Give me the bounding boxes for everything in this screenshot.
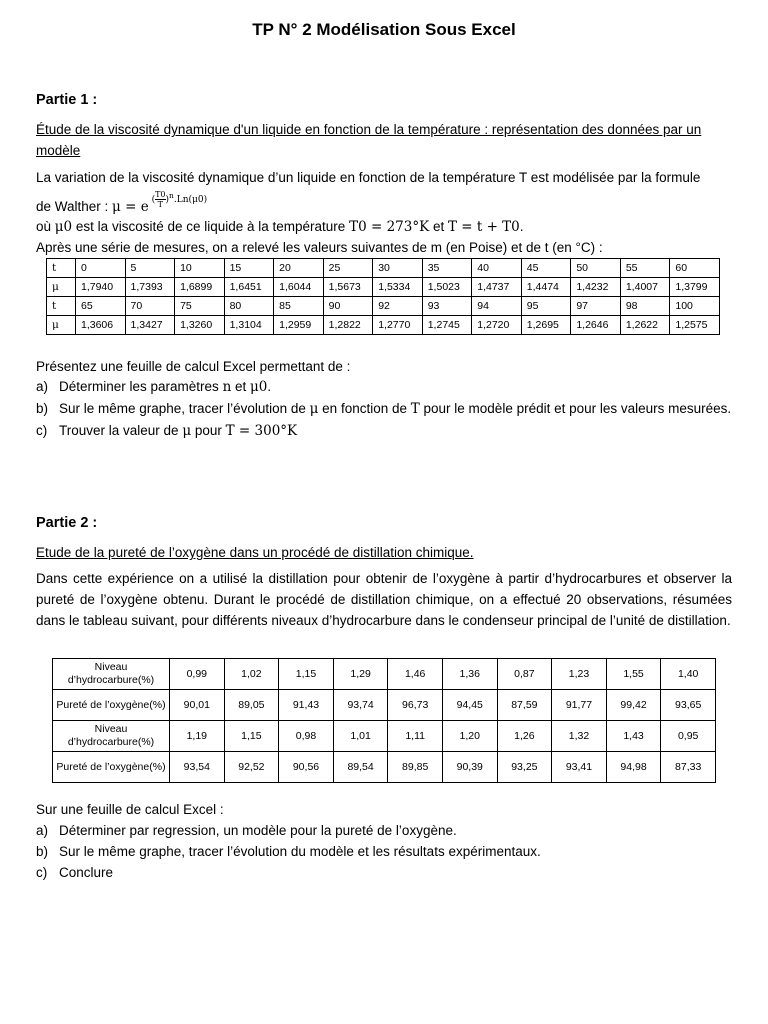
- table-cell: 1,5673: [323, 278, 373, 297]
- table-cell: 1,3427: [125, 316, 175, 335]
- table-cell: 1,40: [661, 659, 716, 690]
- table-cell: 1,20: [442, 721, 497, 752]
- table-cell: 100: [670, 297, 720, 316]
- task-item: b) Sur le même graphe, tracer l’évolution de μ en fonction de T pour le modèle prédit et pour les valeurs mesurées.: [36, 401, 732, 417]
- table-cell: 96,73: [388, 690, 443, 721]
- viscosity-table: [46, 258, 720, 335]
- mu0-symbol: μ0: [54, 219, 73, 235]
- row-label: Pureté de l’oxygène(%): [53, 690, 170, 721]
- table-cell: 1,2646: [571, 316, 621, 335]
- table-cell: 87,33: [661, 752, 716, 783]
- table-cell: 93,54: [170, 752, 225, 783]
- table-cell: 90,01: [170, 690, 225, 721]
- table-cell: 90,39: [442, 752, 497, 783]
- row-label: Niveau d’hydrocarbure(%): [53, 721, 170, 752]
- table-cell: 1,7940: [76, 278, 126, 297]
- table-cell: 1,4737: [472, 278, 522, 297]
- task-item: b) Sur le même graphe, tracer l’évolution du modèle et les résultats expérimentaux.: [36, 844, 541, 859]
- row-label: Pureté de l’oxygène(%): [53, 752, 170, 783]
- table-cell: 1,19: [170, 721, 225, 752]
- table-cell: 99,42: [606, 690, 661, 721]
- walther-prefix: de Walther :: [36, 199, 113, 214]
- table-cell: 1,2822: [323, 316, 373, 335]
- part2-subtitle: Etude de la pureté de l’oxygène dans un procédé de distillation chimique.: [36, 545, 474, 560]
- table-cell: 1,2695: [521, 316, 571, 335]
- table-cell: 89,05: [224, 690, 279, 721]
- table-cell: 1,5334: [373, 278, 423, 297]
- where-line: où μ0 est la viscosité de ce liquide à la température T0 = 273°K et T = t + T0.: [36, 219, 524, 235]
- part2-task-list: [36, 820, 732, 883]
- table-cell: 1,55: [606, 659, 661, 690]
- table-row: [47, 297, 720, 316]
- table-row: [47, 259, 720, 278]
- table-cell: 30: [373, 259, 423, 278]
- table-cell: 1,2622: [620, 316, 670, 335]
- table-cell: 75: [175, 297, 225, 316]
- row-label: μ: [47, 278, 76, 297]
- table-cell: 1,36: [442, 659, 497, 690]
- part1-intro: La variation de la viscosité dynamique d’un liquide en fonction de la température T est modélisée par la formule: [36, 170, 701, 185]
- table-row: [47, 278, 720, 297]
- table-cell: 0: [76, 259, 126, 278]
- table-cell: 1,3104: [224, 316, 274, 335]
- oxygen-purity-table: [52, 658, 716, 783]
- part1-task-list: [36, 376, 732, 442]
- part1-heading: Partie 1 :: [36, 92, 98, 108]
- table-cell: 1,26: [497, 721, 552, 752]
- table-cell: 1,02: [224, 659, 279, 690]
- table-cell: 0,99: [170, 659, 225, 690]
- table-cell: 1,46: [388, 659, 443, 690]
- table-cell: 0,95: [661, 721, 716, 752]
- task-item: a) Déterminer les paramètres n et μ0.: [36, 379, 272, 395]
- part1-subtitle: Étude de la viscosité dynamique d'un liquide en fonction de la température : représentation des données par un modèle: [36, 122, 702, 158]
- table-row: [53, 690, 716, 721]
- table-cell: 60: [670, 259, 720, 278]
- table-cell: 1,15: [224, 721, 279, 752]
- table-cell: 1,7393: [125, 278, 175, 297]
- table-cell: 1,4007: [620, 278, 670, 297]
- row-label: Niveau d’hydrocarbure(%): [53, 659, 170, 690]
- table-cell: 97: [571, 297, 621, 316]
- table-cell: 90,56: [279, 752, 334, 783]
- table-cell: 90: [323, 297, 373, 316]
- table-cell: 1,29: [333, 659, 388, 690]
- part2-task-intro: Sur une feuille de calcul Excel :: [36, 802, 224, 817]
- table-cell: 1,5023: [422, 278, 472, 297]
- table-cell: 20: [274, 259, 324, 278]
- table-cell: 93,65: [661, 690, 716, 721]
- table-cell: 1,3606: [76, 316, 126, 335]
- table-cell: 35: [422, 259, 472, 278]
- table-cell: 45: [521, 259, 571, 278]
- table-cell: 40: [472, 259, 522, 278]
- t0-definition: T0 = 273°K: [349, 219, 430, 235]
- table-cell: 50: [571, 259, 621, 278]
- task-item: c) Trouver la valeur de μ pour T = 300°K: [36, 423, 298, 439]
- formula-exponent: ( T0 T)n.Ln(μ0): [148, 190, 208, 209]
- table-cell: 93,41: [552, 752, 607, 783]
- row-label: μ: [47, 316, 76, 335]
- table-cell: 1,43: [606, 721, 661, 752]
- table-cell: 1,4474: [521, 278, 571, 297]
- table-cell: 94,98: [606, 752, 661, 783]
- table-cell: 94,45: [442, 690, 497, 721]
- table-cell: 10: [175, 259, 225, 278]
- task-item: a) Déterminer par regression, un modèle pour la pureté de l’oxygène.: [36, 823, 457, 838]
- table-cell: 0,98: [279, 721, 334, 752]
- table-cell: 80: [224, 297, 274, 316]
- part1-task-intro: Présentez une feuille de calcul Excel permettant de :: [36, 359, 351, 374]
- table-cell: 1,2575: [670, 316, 720, 335]
- table-cell: 65: [76, 297, 126, 316]
- table-cell: 1,32: [552, 721, 607, 752]
- table-cell: 91,77: [552, 690, 607, 721]
- table-cell: 5: [125, 259, 175, 278]
- part2-heading: Partie 2 :: [36, 515, 98, 531]
- table-row: [53, 659, 716, 690]
- table-cell: 1,6899: [175, 278, 225, 297]
- measures-text: Après une série de mesures, on a relevé les valeurs suivantes de m (en Poise) et de t (en °C) :: [36, 240, 603, 255]
- table-cell: 93,74: [333, 690, 388, 721]
- table-cell: 95: [521, 297, 571, 316]
- table-cell: 94: [472, 297, 522, 316]
- table-cell: 55: [620, 259, 670, 278]
- table-cell: 1,01: [333, 721, 388, 752]
- formula-fraction: $\frac{T0}{T}$: [155, 190, 166, 209]
- table-cell: 1,2745: [422, 316, 472, 335]
- table-cell: 1,6451: [224, 278, 274, 297]
- page-title: TP N° 2 Modélisation Sous Excel: [252, 20, 516, 39]
- table-cell: 1,11: [388, 721, 443, 752]
- formula-mu: μ = e: [112, 199, 149, 215]
- table-cell: 87,59: [497, 690, 552, 721]
- table-cell: 89,85: [388, 752, 443, 783]
- task-item: c) Conclure: [36, 865, 114, 880]
- table-cell: 92: [373, 297, 423, 316]
- table-row: [53, 721, 716, 752]
- table-cell: 91,43: [279, 690, 334, 721]
- table-cell: 1,4232: [571, 278, 621, 297]
- table-cell: 93: [422, 297, 472, 316]
- table-cell: 1,3260: [175, 316, 225, 335]
- table-cell: 0,87: [497, 659, 552, 690]
- table-row: [53, 752, 716, 783]
- row-label: t: [47, 297, 76, 316]
- table-cell: 1,2959: [274, 316, 324, 335]
- table-cell: 1,2720: [472, 316, 522, 335]
- table-cell: 1,23: [552, 659, 607, 690]
- table-cell: 93,25: [497, 752, 552, 783]
- row-label: t: [47, 259, 76, 278]
- table-cell: 1,15: [279, 659, 334, 690]
- t-definition: T = t + T0: [447, 219, 520, 235]
- table-cell: 70: [125, 297, 175, 316]
- table-cell: 25: [323, 259, 373, 278]
- table-cell: 89,54: [333, 752, 388, 783]
- table-cell: 1,3799: [670, 278, 720, 297]
- table-cell: 98: [620, 297, 670, 316]
- table-cell: 1,2770: [373, 316, 423, 335]
- table-cell: 85: [274, 297, 324, 316]
- part2-intro: Dans cette expérience on a utilisé la distillation pour obtenir de l’oxygène à partir d’hydrocarbures et observer la pureté de l’oxygène obtenu. Durant le procédé de distillation chimique, on a effectué 20 observations, résumées dans le tableau suivant, pour différents niveaux d’hydrocarbure dans le condenseur principal de l’unité de distillation.: [36, 571, 732, 628]
- table-cell: 1,6044: [274, 278, 324, 297]
- table-row: [47, 316, 720, 335]
- table-cell: 15: [224, 259, 274, 278]
- table-cell: 92,52: [224, 752, 279, 783]
